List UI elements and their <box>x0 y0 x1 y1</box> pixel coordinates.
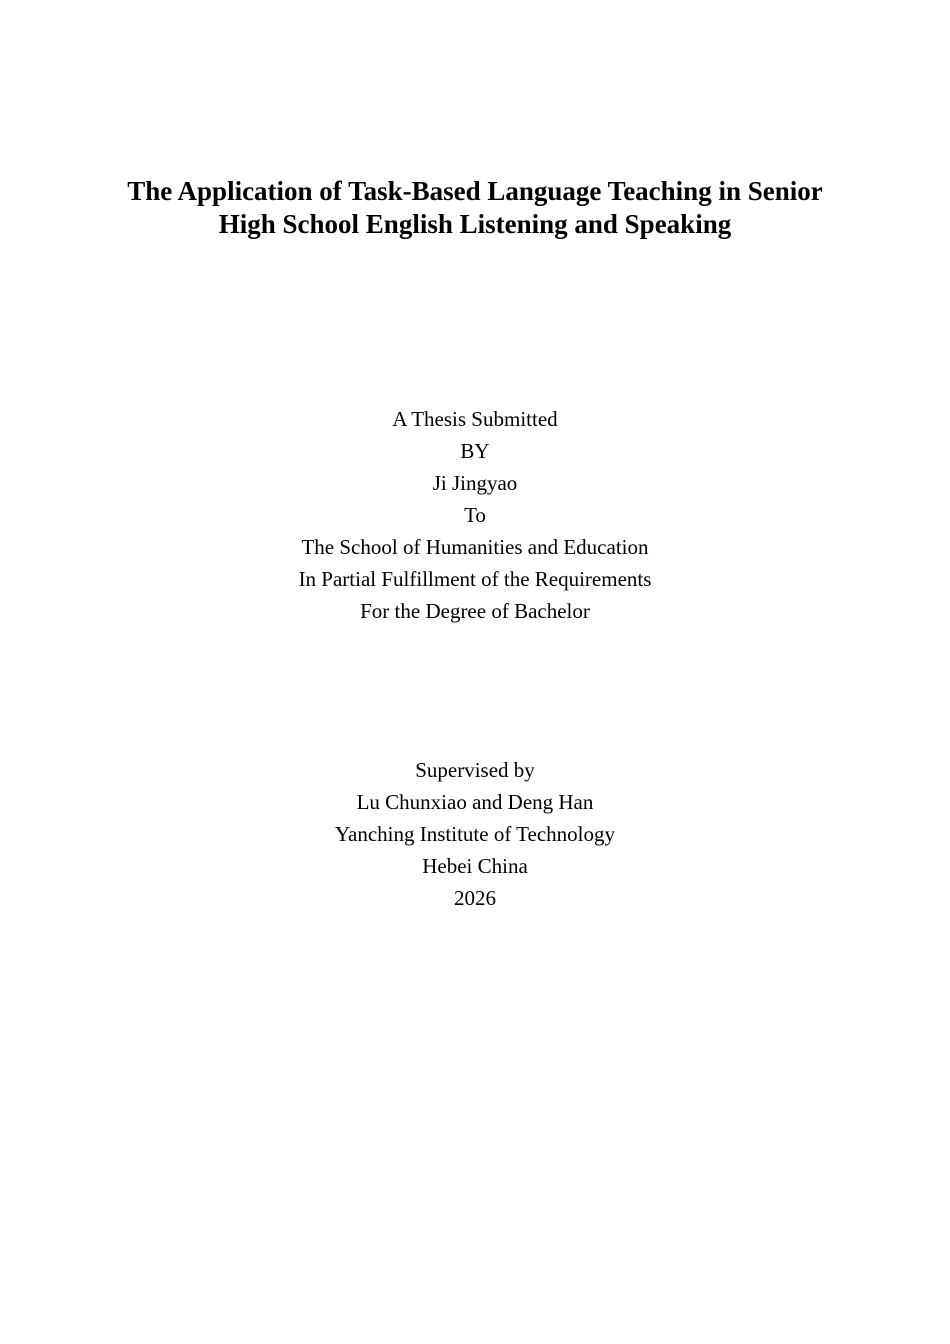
institution-name: Yanching Institute of Technology <box>334 822 616 846</box>
to-text: To <box>464 503 486 527</box>
supervision-info <box>0 754 950 914</box>
thesis-title-line-1: The Application of Task-Based Language Teaching in Senior <box>127 176 823 206</box>
supervised-by-text: Supervised by <box>415 758 535 782</box>
by-text: BY <box>460 439 490 463</box>
author-name: Ji Jingyao <box>432 471 518 495</box>
fulfillment-text: In Partial Fulfillment of the Requirements <box>298 567 652 591</box>
supervisor-names: Lu Chunxiao and Deng Han <box>356 790 594 814</box>
degree-text: For the Degree of Bachelor <box>360 599 590 623</box>
year-text: 2026 <box>454 886 496 910</box>
location-text: Hebei China <box>422 854 528 878</box>
thesis-title-line-2: High School English Listening and Speaking <box>218 209 732 239</box>
school-name: The School of Humanities and Education <box>301 535 649 559</box>
thesis-title <box>0 175 950 241</box>
submission-statement <box>0 403 950 627</box>
thesis-submitted-text: A Thesis Submitted <box>392 407 558 431</box>
